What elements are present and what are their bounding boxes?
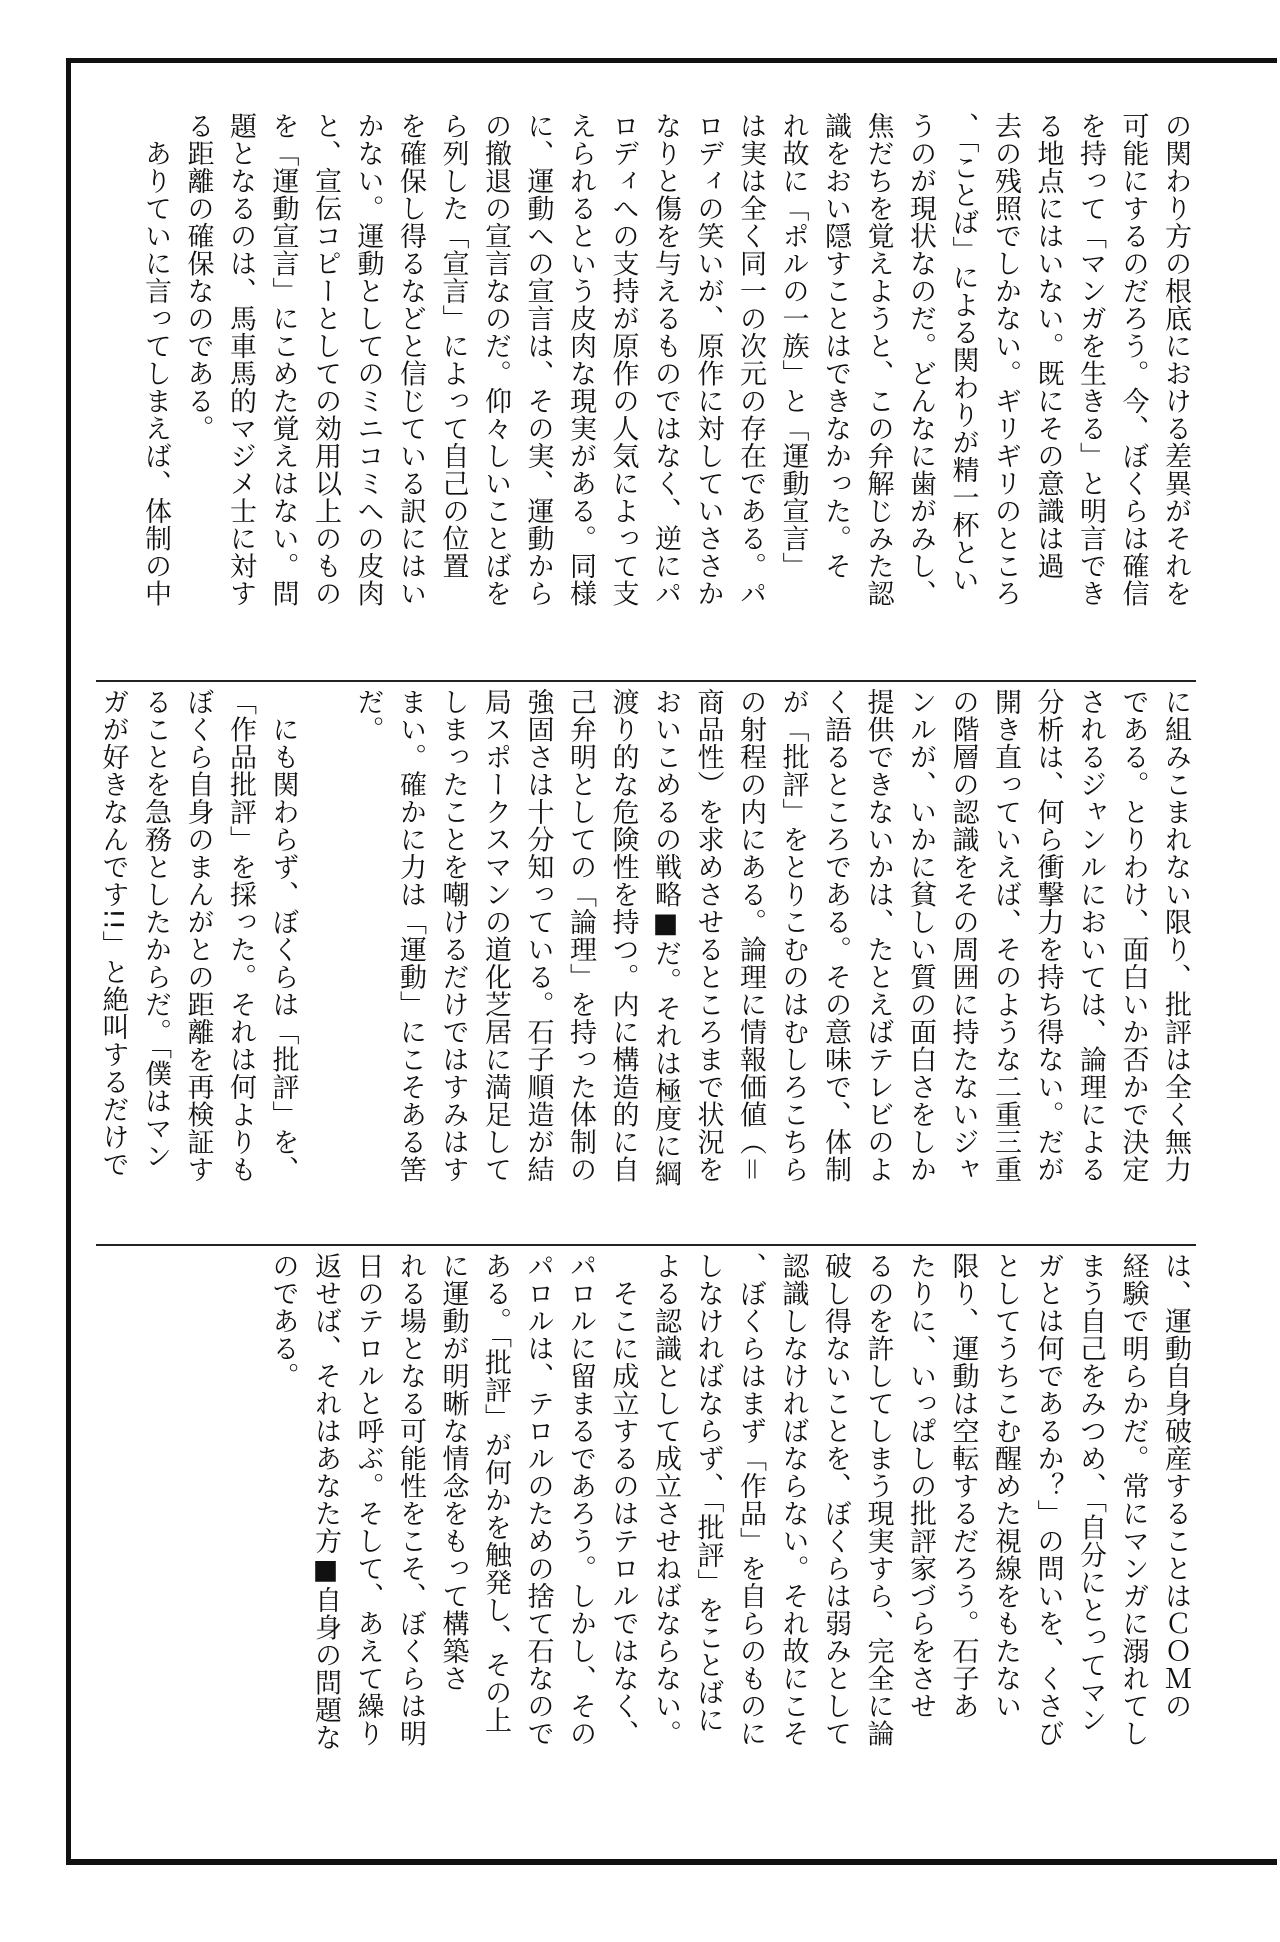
text-column: れる場となる可能性をこそ、ぼくらは明 [395, 1252, 426, 1747]
text-column: 分析は、何ら衝撃力を持ち得ない。だが [1032, 688, 1064, 1183]
text-column: が「批評」をとりこむのはむしろこちら [777, 688, 809, 1183]
text-column: るのを許してしまう現実すら、完全に論 [862, 1252, 894, 1747]
text-column: 認識しなければならない。それ故にこそ [777, 1252, 809, 1747]
text-column: としてうちこむ醒めた視線をもたない [990, 1252, 1021, 1720]
text-column: と、宣伝コピーとしての効用以上のもの [310, 112, 341, 607]
text-column: かない。運動としてのミニコミへの皮肉 [352, 112, 384, 607]
text-column: 、「ことば」による関わりが精一杯とい [947, 112, 979, 594]
text-column: を確保し得るなどと信じている訳にはい [395, 112, 426, 607]
text-column: ロディの笑いが、原作に対していささか [692, 112, 724, 607]
text-column: パロルは、テロルのための捨て石なので [522, 1252, 554, 1747]
text-column: に、運動への宣言は、その実、運動から [522, 112, 554, 607]
text-column: に組みこまれない限り、批評は全く無力 [1160, 688, 1191, 1183]
text-tier-bottom [261, 1252, 1196, 1842]
text-column: パロルに留まるであろう。しかし、その [565, 1252, 596, 1747]
text-column: 限り、運動は空転するだろう。石子あ [947, 1252, 979, 1720]
text-column: 渡り的な危険性を持つ。内に構造的に自 [607, 688, 639, 1183]
text-column: 返せば、それはあなた方■自身の問題な [310, 1252, 341, 1751]
text-column: 提供できないかは、たとえばテレビのよ [862, 688, 894, 1183]
text-column: は実は全く同一の次元の存在である。パ [735, 112, 766, 607]
text-column: 破し得ないことを、ぼくらは弱みとして [820, 1252, 851, 1747]
text-column: よる認識として成立させねばならない。 [650, 1252, 681, 1747]
text-column: なりと傷を与えるものではなく、逆にパ [650, 112, 681, 607]
text-column: まい。確かに力は「運動」にこそある筈 [395, 688, 426, 1183]
text-column: ガが好きなんです!!」と絶叫するだけで [97, 688, 129, 1179]
text-column: ることを急務としたからだ。「僕はマン [140, 688, 171, 1170]
text-column: 可能にするのだろう。今、ぼくらは確信 [1117, 112, 1149, 607]
text-column: の関わり方の根底における差異がそれを [1160, 112, 1191, 607]
text-column [304, 688, 347, 1238]
text-column: ある。「批評」が何かを触発し、その上 [480, 1252, 511, 1734]
text-column: を「運動宣言」にこめた覚えはない。問 [267, 112, 299, 607]
text-column: だ。 [352, 688, 384, 743]
text-column: の射程の内にある。論理に情報価値（＝ [735, 688, 766, 1183]
text-column: ンルが、いかに貧しい質の面白さをしか [905, 688, 936, 1183]
text-column: しまったことを嘲けるだけではすみはす [437, 688, 469, 1183]
text-column: たりに、いっぱしの批評家づらをさせ [905, 1252, 936, 1720]
text-column: である。とりわけ、面白いか否かで決定 [1117, 688, 1149, 1183]
text-column: ガとは何であるか？」の問いを、くさび [1032, 1252, 1064, 1747]
text-column: うのが現状なのだ。どんなに歯がみし、 [905, 112, 936, 607]
text-column: を持って「マンガを生きる」と明言でき [1075, 112, 1106, 607]
text-column: 経験で明らかだ。常にマンガに溺れてし [1117, 1252, 1149, 1747]
text-column: 、ぼくらはまず「作品」を自らのものに [735, 1252, 766, 1747]
text-column: まう自己をみつめ、「自分にとってマン [1075, 1252, 1106, 1734]
text-column: 「作品批評」を採った。それは何よりも [225, 688, 256, 1183]
text-column: にも関わらず、ぼくらは「批評」を、 [267, 688, 299, 1183]
text-column: は、運動自身破産することはＣＯＭの [1160, 1252, 1191, 1720]
text-column: ら列した「宣言」によって自己の位置 [437, 112, 469, 580]
text-column: おいこめるの戦略■だ。それは極度に綱 [650, 688, 681, 1187]
text-column: に運動が明晰な情念をもって構築さ [437, 1252, 469, 1692]
text-column: く語るところである。その意味で、体制 [820, 688, 851, 1183]
text-column: そこに成立するのはテロルではなく、 [607, 1252, 639, 1747]
text-column: 識をおい隠すことはできなかった。そ [820, 112, 851, 580]
text-column: しなければならず、「批評」をことばに [692, 1252, 724, 1734]
text-column: る距離の確保なのである。 [182, 112, 214, 442]
text-column: えられるという皮肉な現実がある。同様 [565, 112, 596, 607]
text-column: の階層の認識をその周囲に持たないジャ [947, 688, 979, 1183]
text-column: の撤退の宣言なのだ。仰々しいことばを [480, 112, 511, 607]
text-tier-top [134, 112, 1197, 682]
text-column: ぼくら自身のまんがとの距離を再検証す [182, 688, 214, 1183]
text-column: 己弁明としての「論理」を持った体制の [565, 688, 596, 1183]
tier-divider-lower [96, 1244, 1196, 1246]
text-tier-middle [91, 688, 1196, 1238]
text-column: ロディへの支持が原作の人気によって支 [607, 112, 639, 607]
text-column: ありていに言ってしまえば、体制の中 [140, 112, 171, 607]
text-column: 焦だちを覚えようと、この弁解じみた認 [862, 112, 894, 607]
text-column: 商品性）を求めさせるところまで状況を [692, 688, 724, 1183]
text-column: のである。 [267, 1252, 299, 1390]
text-column: れ故に「ポルの一族」と「運動宣言」 [777, 112, 809, 580]
text-column: 開き直っていえば、そのような二重三重 [990, 688, 1021, 1183]
text-column: 題となるのは、馬車馬的マジメ士に対す [225, 112, 256, 607]
text-column: 去の残照でしかない。ギリギリのところ [990, 112, 1021, 607]
text-column: る地点にはいない。既にその意識は過 [1032, 112, 1064, 580]
text-column: 強固さは十分知っている。石子順造が結 [522, 688, 554, 1183]
text-column: されるジャンルにおいては、論理による [1075, 688, 1106, 1183]
text-column: 日のテロルと呼ぶ。そして、あえて繰り [352, 1252, 384, 1747]
text-column: 局スポークスマンの道化芝居に満足して [480, 688, 511, 1183]
